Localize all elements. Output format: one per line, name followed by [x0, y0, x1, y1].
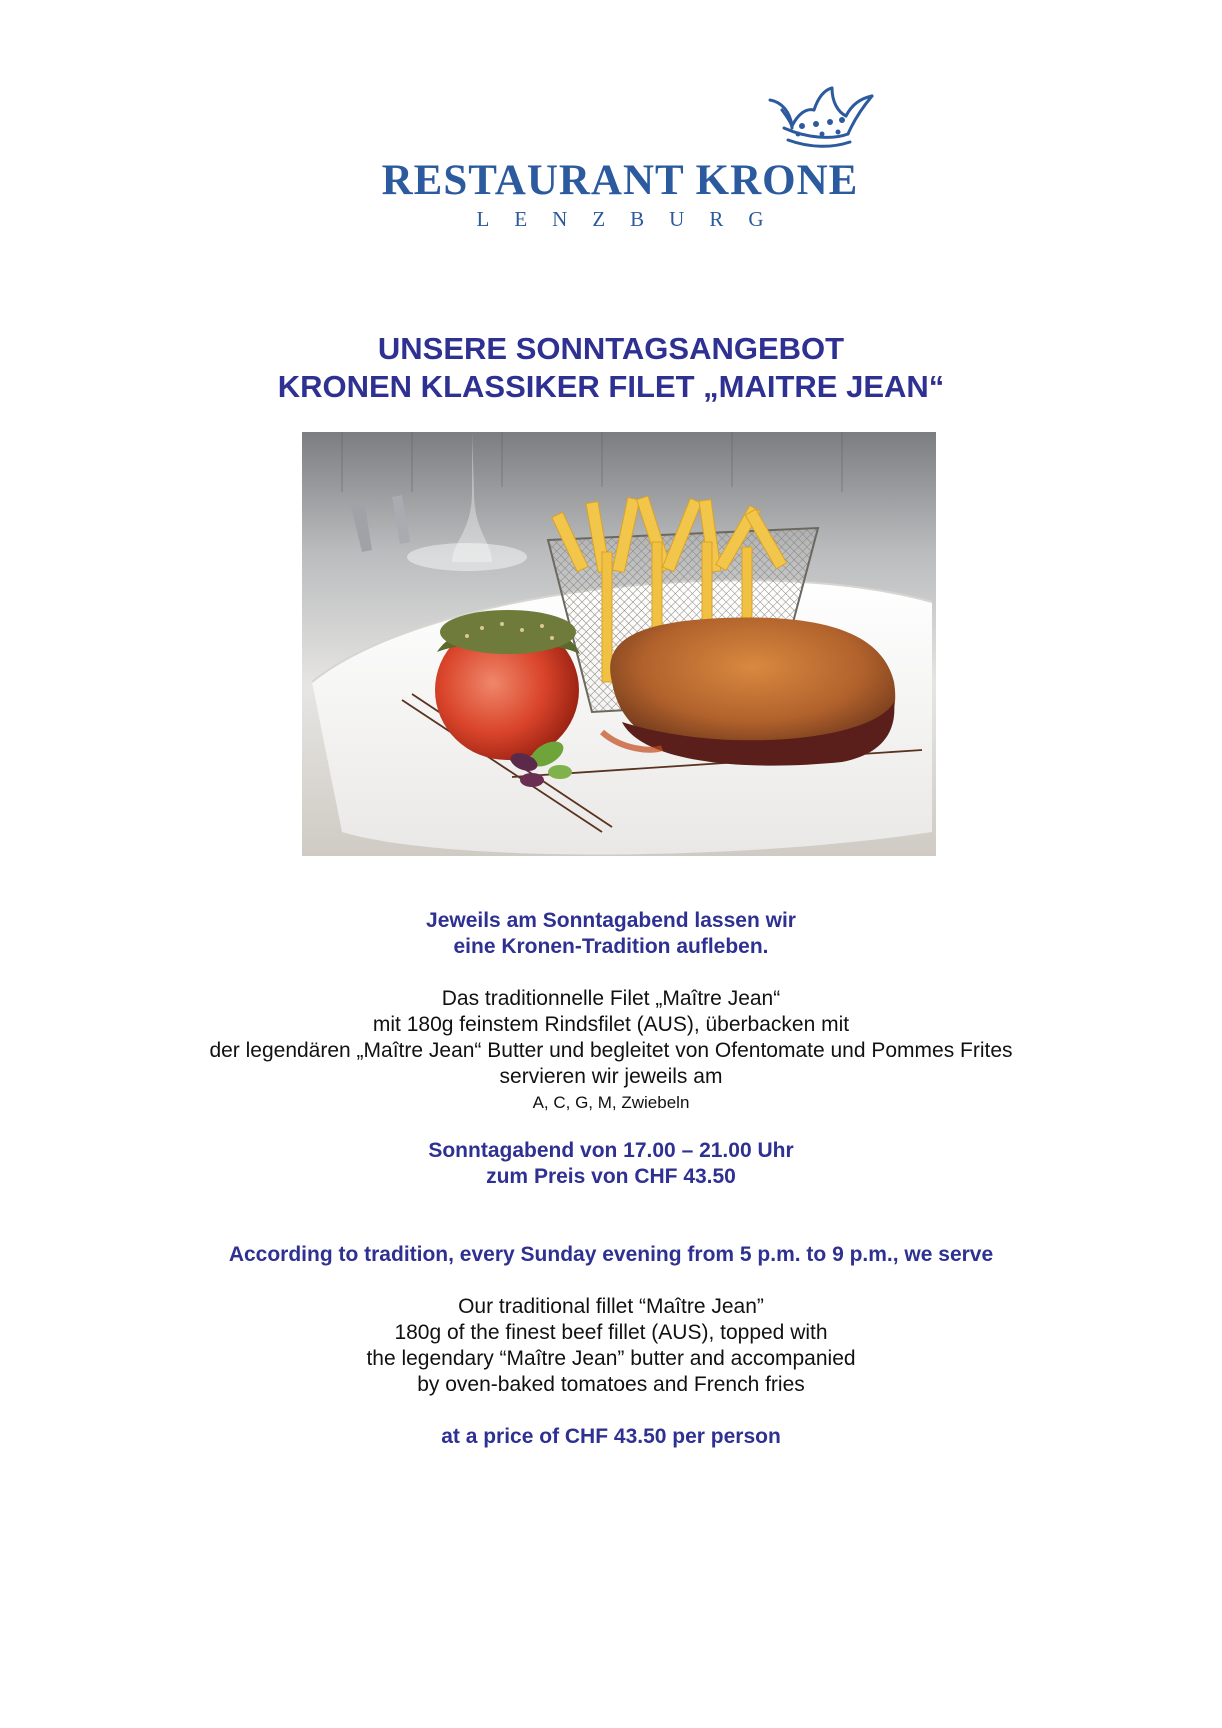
german-intro [0, 908, 1222, 960]
english-price: at a price of CHF 43.50 per person [441, 1425, 781, 1448]
title-line-2: KRONEN KLASSIKER FILET „MAITRE JEAN“ [277, 369, 945, 404]
restaurant-name: RESTAURANT KRONE [381, 157, 859, 204]
german-intro-line: eine Kronen-Tradition aufleben. [453, 935, 769, 958]
german-description-line: Das traditionnelle Filet „Maître Jean“ [441, 987, 781, 1010]
german-description-line: servieren wir jeweils am [499, 1065, 723, 1088]
german-price-line: zum Preis von CHF 43.50 [486, 1165, 736, 1188]
english-description-line: the legendary “Maître Jean” butter and accompanied [366, 1347, 856, 1370]
english-description-line: Our traditional fillet “Maître Jean” [458, 1295, 764, 1318]
english-description [0, 1294, 1222, 1398]
page-title [0, 330, 1222, 406]
english-description-line: 180g of the finest beef fillet (AUS), topped with [394, 1321, 828, 1344]
steak-dish-photo [302, 432, 936, 856]
restaurant-city: LENZBURG [476, 207, 789, 231]
german-description-line: der legendären „Maître Jean“ Butter und begleitet von Ofentomate und Pommes Frites [209, 1039, 1013, 1062]
german-description [0, 986, 1222, 1090]
german-time-line: Sonntagabend von 17.00 – 21.00 Uhr [428, 1139, 794, 1162]
english-intro: According to tradition, every Sunday evening from 5 p.m. to 9 p.m., we serve [228, 1243, 994, 1266]
german-time-price [0, 1138, 1222, 1190]
title-line-1: UNSERE SONNTAGSANGEBOT [377, 331, 845, 366]
german-intro-line: Jeweils am Sonntagabend lassen wir [426, 909, 796, 932]
german-description-line: mit 180g feinstem Rindsfilet (AUS), überbacken mit [372, 1013, 850, 1036]
crown-icon [762, 68, 878, 150]
allergens: A, C, G, M, Zwiebeln [532, 1093, 690, 1112]
english-description-line: by oven-baked tomatoes and French fries [417, 1373, 805, 1396]
